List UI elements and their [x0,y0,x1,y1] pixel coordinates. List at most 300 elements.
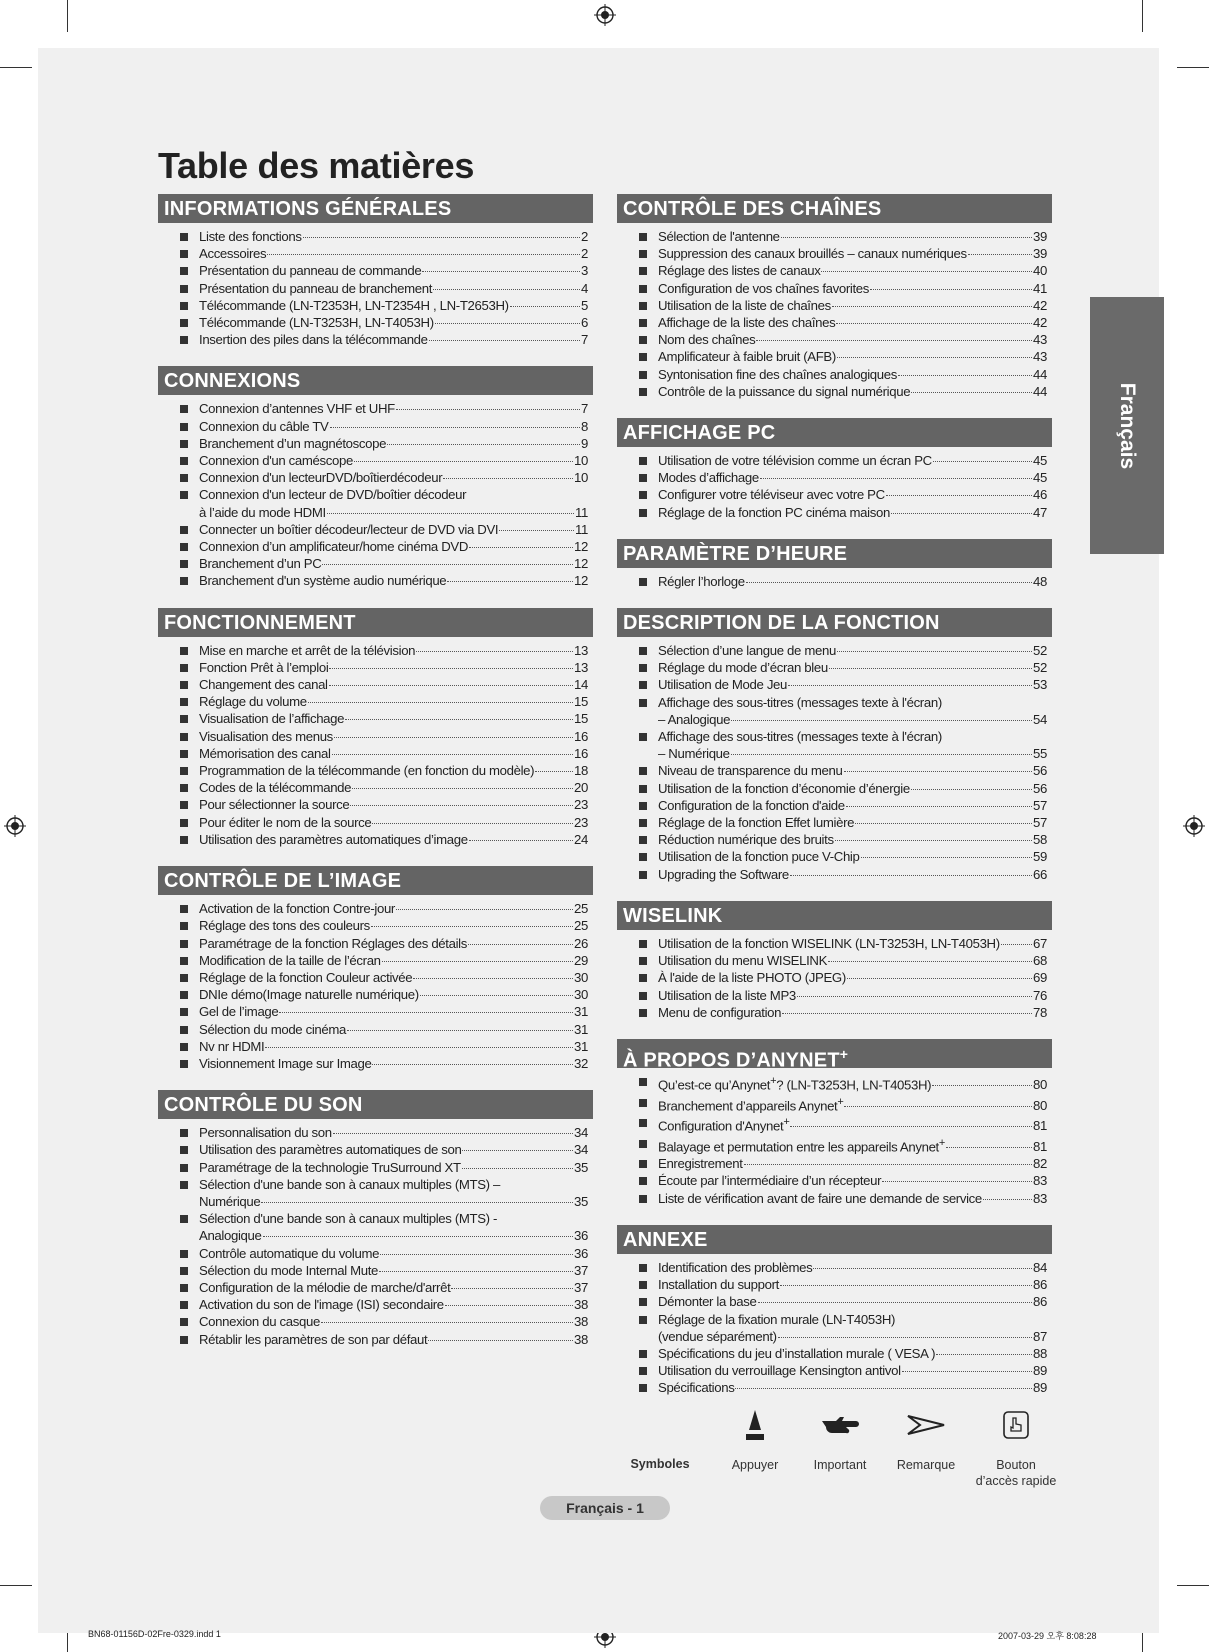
dot-leader [891,513,1032,514]
dot-leader [263,1236,574,1237]
dot-leader [354,461,573,462]
dot-leader [882,1181,1032,1182]
toc-entry-title: Branchement d’appareils Anynet+ [658,1095,844,1113]
toc-entry [158,935,593,952]
dot-leader [813,1268,1032,1269]
dot-leader [333,1133,573,1134]
page-title: Table des matières [158,145,475,186]
toc-section [617,539,1052,590]
toc-page-number: 58 [1033,832,1047,848]
toc-entry-title: Réglage de la fonction Effet lumière [658,815,855,831]
toc-entry [158,1003,593,1020]
dot-leader [451,1288,573,1289]
toc-page-number: 54 [1033,711,1047,727]
dot-leader [347,1030,573,1031]
toc-entry [617,848,1052,865]
toc-entry-title: Mémorisation des canal [199,745,331,761]
dot-leader [413,978,573,979]
toc-page-number: 15 [574,711,588,727]
dot-leader [797,996,1032,997]
toc-entry-title: Réglage de la fonction Couleur activée [199,969,413,985]
toc-entry [158,1021,593,1038]
toc-entry [617,1259,1052,1276]
symbol-label: Appuyer [731,1458,779,1472]
toc-entry-title: Connecter un boîtier décodeur/lecteur de DVD via DVI [199,521,499,537]
language-side-tab [1090,297,1164,554]
toc-page-number: 30 [574,987,588,1003]
dot-leader [870,289,1032,290]
toc-section [158,866,593,1072]
press-icon [743,1408,767,1442]
toc-entry [158,1210,593,1244]
toc-entry [158,1262,593,1279]
dot-leader [936,1354,1032,1355]
toc-entry [617,1114,1052,1135]
toc-page-number: 40 [1033,263,1047,279]
dot-leader [836,323,1032,324]
toc-entry-title: Balayage et permutation entre les appareils Anynet+ [658,1136,945,1155]
toc-entry-title: Visualisation de l’affichage [199,711,345,727]
toc-entry [158,1176,593,1210]
toc-entry-title: Connexion d'un lecteur de DVD/boîtier décodeur [199,487,467,503]
section-heading: FONCTIONNEMENT [158,608,593,637]
section-heading: ANNEXE [617,1225,1052,1254]
toc-page-number: 55 [1033,746,1047,762]
dot-leader [350,805,573,806]
section-heading: CONTRÔLE DE L’IMAGE [158,866,593,895]
toc-entry-title: Modification de la taille de l’écran [199,952,381,968]
dot-leader [327,513,574,514]
toc-entry-title: – Analogique [658,711,731,727]
toc-page-number: 76 [1033,987,1047,1003]
toc-page-number: 25 [574,901,588,917]
dot-leader [279,1012,573,1013]
dot-leader [380,1254,573,1255]
dot-leader [372,1064,573,1065]
toc-entry-title: Menu de configuration [658,1004,782,1020]
quick-button-icon [1003,1411,1029,1439]
toc-entry-title: Affichage des sous-titres (messages texte à l'écran) [658,694,942,710]
toc-entry-title: Insertion des piles dans la télécommande [199,332,428,348]
toc-entry-title: Gel de l’image [199,1004,279,1020]
dot-leader [844,771,1033,772]
dot-leader [462,1150,573,1151]
toc-page-number: 9 [581,435,588,451]
toc-section [158,608,593,848]
toc-entry-title: Nv nr HDMI [199,1038,265,1054]
toc-entry-title: Visualisation des menus [199,728,333,744]
toc-entry-title: Branchement d’un PC [199,556,322,572]
toc-entry-title: Réduction numérique des bruits [658,832,834,848]
toc-page-number: 3 [581,263,588,279]
dot-leader [330,427,581,428]
toc-entry-title: Spécifications du jeu d’installation murale ( VESA ) [658,1345,936,1361]
toc-entry-title: Réglage du mode d’écran bleu [658,660,828,676]
toc-entry [617,245,1052,262]
toc-page-number: 57 [1033,815,1047,831]
dot-leader [428,1340,573,1341]
toc-page-number: 12 [574,573,588,589]
toc-entry-title: Syntonisation fine des chaînes analogiques [658,366,897,382]
section-heading: CONTRÔLE DU SON [158,1090,593,1119]
symbol-press [715,1405,795,1473]
toc-entry-title: Programmation de la télécommande (en fonction du modèle) [199,763,535,779]
toc-entry-title: Qu’est-ce qu’Anynet+? (LN-T3253H, LN-T4053H) [658,1074,932,1093]
toc-entry-title: Démonter la base [658,1294,757,1310]
toc-entry [158,521,593,538]
dot-leader [898,375,1032,376]
toc-entry [158,1245,593,1262]
toc-entry-title: Contrôle de la puissance du signal numérique [658,383,911,399]
toc-entry-title: Personnalisation du son [199,1125,332,1141]
dot-leader [445,1305,573,1306]
toc-entry [617,780,1052,797]
toc-page-number: 46 [1033,487,1047,503]
toc-entry-title: Télécommande (LN-T2353H, LN-T2354H , LN-T2653H) [199,297,509,313]
toc-page-number: 53 [1033,677,1047,693]
section-heading: PARAMÈTRE D’HEURE [617,539,1052,568]
toc-entry [158,1279,593,1296]
toc-entry-title: Réglage de la fonction PC cinéma maison [658,504,890,520]
toc-entry [158,280,593,297]
toc-entry [617,728,1052,762]
dot-leader [932,1085,1032,1086]
toc-entry-title: Rétablir les paramètres de son par défaut [199,1331,428,1347]
toc-entry-title: Configuration d'Anynet+ [658,1116,790,1134]
toc-entry-title: Identification des problèmes [658,1259,813,1275]
dot-leader [322,564,573,565]
toc-page-number: 89 [1033,1363,1047,1379]
toc-page-number: 78 [1033,1004,1047,1020]
toc-section [158,194,593,348]
toc-entry [158,331,593,348]
toc-page-number: 30 [574,969,588,985]
toc-page-number: 37 [574,1279,588,1295]
dot-leader [1001,944,1032,945]
toc-page-number: 13 [574,642,588,658]
toc-entry [158,400,593,417]
toc-page-number: 39 [1033,229,1047,244]
toc-page-number: 52 [1033,643,1047,659]
toc-page-number: 86 [1033,1277,1047,1293]
toc-entry-title: Sélection d’une langue de menu [658,643,836,659]
registration-mark-icon [594,4,616,26]
toc-page-number: 13 [574,659,588,675]
dot-leader [756,340,1032,341]
toc-entry-title: Sélection d'une bande son à canaux multiples (MTS) – [199,1176,500,1192]
toc-page-number: 82 [1033,1156,1047,1172]
toc-page-number: 31 [574,1038,588,1054]
toc-entry [617,469,1052,486]
toc-page-number: 84 [1033,1259,1047,1275]
toc-page-number: 10 [574,453,588,469]
toc-entry [158,642,593,659]
toc-entry [617,331,1052,348]
dot-leader [828,961,1032,962]
toc-page-number: 4 [581,280,588,296]
toc-section [617,901,1052,1021]
toc-entry [617,486,1052,503]
toc-entry [617,1155,1052,1172]
toc-page-number: 52 [1033,660,1047,676]
dot-leader [844,1106,1032,1107]
toc-entry-title: – Numérique [658,746,730,762]
toc-page-number: 31 [574,1004,588,1020]
toc-entry [617,504,1052,521]
toc-entry [158,262,593,279]
toc-entry [158,676,593,693]
toc-entry-title: Utilisation de Mode Jeu [658,677,788,693]
toc-entry [158,831,593,848]
dot-leader [345,719,573,720]
toc-entry-title: Connexion du câble TV [199,418,329,434]
toc-section [617,418,1052,521]
toc-entry-title: Branchement d'un système audio numérique [199,573,447,589]
dot-leader [387,444,580,445]
toc-entry [617,297,1052,314]
dot-leader [780,1285,1032,1286]
dot-leader [510,306,580,307]
dot-leader [861,857,1033,858]
dot-leader [760,478,1032,479]
dot-leader [379,1271,573,1272]
toc-entry-title: Contrôle automatique du volume [199,1245,380,1261]
toc-page-number: 11 [575,504,588,520]
dot-leader [731,720,1032,721]
toc-entry-title: Pour sélectionner la source [199,797,350,813]
toc-entry [617,935,1052,952]
toc-page-number: 68 [1033,953,1047,969]
toc-entry-title: Réglage des tons des couleurs [199,918,370,934]
toc-page-number: 38 [574,1331,588,1347]
toc-entry-title: Présentation du panneau de branchement [199,280,433,296]
toc-entry-title: Sélection d'une bande son à canaux multiples (MTS) - [199,1211,498,1227]
toc-entry-title: Sélection de l'antenne [658,229,780,244]
toc-entry-title: Utilisation de la liste MP3 [658,987,796,1003]
crop-mark [1177,67,1209,68]
toc-entry [617,1345,1052,1362]
toc-entry-title: Utilisation du verrouillage Kensington antivol [658,1363,901,1379]
toc-entry [158,418,593,435]
toc-entry-title: Changement des canal [199,677,328,693]
toc-page-number: 83 [1033,1190,1047,1206]
dot-leader [468,944,573,945]
toc-entry-title: Enregistrement [658,1156,743,1172]
toc-entry [617,452,1052,469]
toc-page-number: 44 [1033,366,1047,382]
toc-page-number: 10 [574,470,588,486]
toc-page-number: 2 [581,246,588,262]
toc-entry-title: Niveau de transparence du menu [658,763,843,779]
toc-page-number: 36 [574,1245,588,1261]
toc-entry-title: Amplificateur à faible bruit (AFB) [658,349,836,365]
toc-page-number: 12 [574,556,588,572]
toc-entry [617,1073,1052,1094]
toc-entry [158,469,593,486]
toc-entry-title: Mise en marche et arrêt de la télévision [199,642,416,658]
toc-entry-title: Paramétrage de la fonction Réglages des détails [199,935,467,951]
toc-entry-title: Configuration de la mélodie de marche/d'arrêt [199,1279,451,1295]
toc-entry-title: Analogique [199,1228,262,1244]
toc-entry [617,659,1052,676]
toc-entry [617,366,1052,383]
dot-leader [837,357,1032,358]
toc-entry [158,555,593,572]
toc-section [158,1090,593,1348]
toc-page-number: 20 [574,780,588,796]
toc-page-number: 38 [574,1297,588,1313]
symbol-label: Remarque [896,1458,956,1472]
toc-entry [617,1311,1052,1345]
toc-entry [158,486,593,520]
dot-leader [855,823,1032,824]
toc-page-number: 56 [1033,780,1047,796]
symbol-label: Bouton d’accès rapide [975,1458,1057,1488]
toc-entry [617,314,1052,331]
toc-entry [617,280,1052,297]
toc-entry-title: Utilisation de la fonction d’économie d’énergie [658,780,910,796]
toc-entry [158,435,593,452]
toc-page-number: 7 [581,332,588,348]
dot-leader [382,961,573,962]
toc-page-number: 36 [574,1228,588,1244]
toc-entry [617,573,1052,590]
dot-leader [790,1126,1032,1127]
toc-entry-title: Utilisation des paramètres automatiques d’image [199,831,468,847]
dot-leader [499,530,574,531]
section-heading: CONNEXIONS [158,366,593,395]
toc-page-number: 34 [574,1125,588,1141]
dot-leader [372,823,573,824]
toc-entry [617,1379,1052,1396]
print-slug-file: BN68-01156D-02Fre-0329.indd 1 [88,1629,221,1639]
toc-entry [617,228,1052,245]
dot-leader [782,1013,1032,1014]
toc-page-number: 56 [1033,763,1047,779]
crop-mark [1177,1585,1209,1586]
toc-entry-title: Configurer votre téléviseur avec votre PC [658,487,885,503]
toc-entry [158,900,593,917]
dot-leader [846,806,1032,807]
toc-entry-title: Présentation du panneau de commande [199,263,422,279]
section-heading: CONTRÔLE DES CHAÎNES [617,194,1052,223]
toc-page-number: 59 [1033,849,1047,865]
dot-leader [778,1337,1032,1338]
toc-page-number: 5 [581,297,588,313]
section-heading: AFFICHAGE PC [617,418,1052,447]
toc-page-number: 81 [1033,1118,1047,1134]
dot-leader [902,1371,1032,1372]
toc-entry-title: Nom des chaînes [658,332,756,348]
toc-entry-title: Activation de la fonction Contre-jour [199,901,395,917]
dot-leader [535,771,573,772]
toc-entry [158,314,593,331]
toc-page-number: 6 [581,315,588,331]
toc-entry [617,797,1052,814]
registration-mark-icon [1183,815,1205,837]
dot-leader [735,1388,1032,1389]
toc-entry [158,1141,593,1158]
toc-entry [617,694,1052,728]
toc-entry-title: Codes de la télécommande [199,780,352,796]
toc-entry [617,762,1052,779]
symbols-heading: Symboles [630,1457,690,1471]
toc-entry-title: Modes d’affichage [658,470,759,486]
toc-entry-title: Utilisation de votre télévision comme un écran PC [658,453,932,469]
dot-leader [946,1147,1032,1148]
dot-leader [443,478,573,479]
toc-section [617,194,1052,400]
toc-entry [617,1004,1052,1021]
symbols-legend [620,1405,1060,1488]
toc-entry [617,1094,1052,1115]
toc-entry [617,348,1052,365]
toc-left-column [158,194,593,1366]
toc-entry [617,969,1052,986]
dot-leader [435,323,580,324]
toc-entry [617,676,1052,693]
toc-page-number: 16 [574,745,588,761]
dot-leader [968,254,1032,255]
toc-entry [158,1313,593,1330]
toc-entry-title: Utilisation de la fonction puce V-Chip [658,849,860,865]
toc-entry [158,814,593,831]
toc-entry-title: Connexion d'un lecteurDVD/boîtierdécodeur [199,470,443,486]
toc-entry [158,572,593,589]
toc-page-number: 39 [1033,246,1047,262]
toc-page-number: 37 [574,1262,588,1278]
dot-leader [321,1322,573,1323]
toc-entry-title: Réglage du volume [199,694,307,710]
dot-leader [731,754,1032,755]
toc-page-number: 41 [1033,280,1047,296]
toc-page-number: 25 [574,918,588,934]
toc-page-number: 87 [1033,1328,1047,1344]
toc-entry-title: Branchement d’un magnétoscope [199,435,387,451]
toc-entry-title: À l'aide de la liste PHOTO (JPEG) [658,970,846,986]
toc-page-number: 32 [574,1055,588,1071]
dot-leader [265,1047,573,1048]
toc-page-number: 86 [1033,1294,1047,1310]
toc-page-number: 2 [581,229,588,244]
toc-entry [158,952,593,969]
toc-page-number: 57 [1033,797,1047,813]
toc-page-number: 26 [574,935,588,951]
toc-entry [617,1276,1052,1293]
dot-leader [261,1202,573,1203]
toc-entry [617,383,1052,400]
dot-leader [835,840,1032,841]
toc-entry-title: Connexion d’un amplificateur/home cinéma DVD [199,539,469,555]
toc-page-number: 35 [574,1193,588,1209]
toc-entry-title: à l’aide du mode HDMI [199,504,326,520]
dot-leader [837,651,1032,652]
toc-entry [617,814,1052,831]
dot-leader [352,788,573,789]
crop-mark [67,0,68,32]
dot-leader [790,875,1032,876]
toc-entry [158,969,593,986]
crop-mark [1142,0,1143,32]
toc-page-number: 16 [574,728,588,744]
toc-entry [158,1124,593,1141]
dot-leader [758,1302,1033,1303]
toc-page-number: 42 [1033,297,1047,313]
toc-entry-title: Pour éditer le nom de la source [199,814,372,830]
toc-entry-title: Accessoires [199,246,267,262]
toc-entry [158,796,593,813]
toc-page-number: 38 [574,1314,588,1330]
